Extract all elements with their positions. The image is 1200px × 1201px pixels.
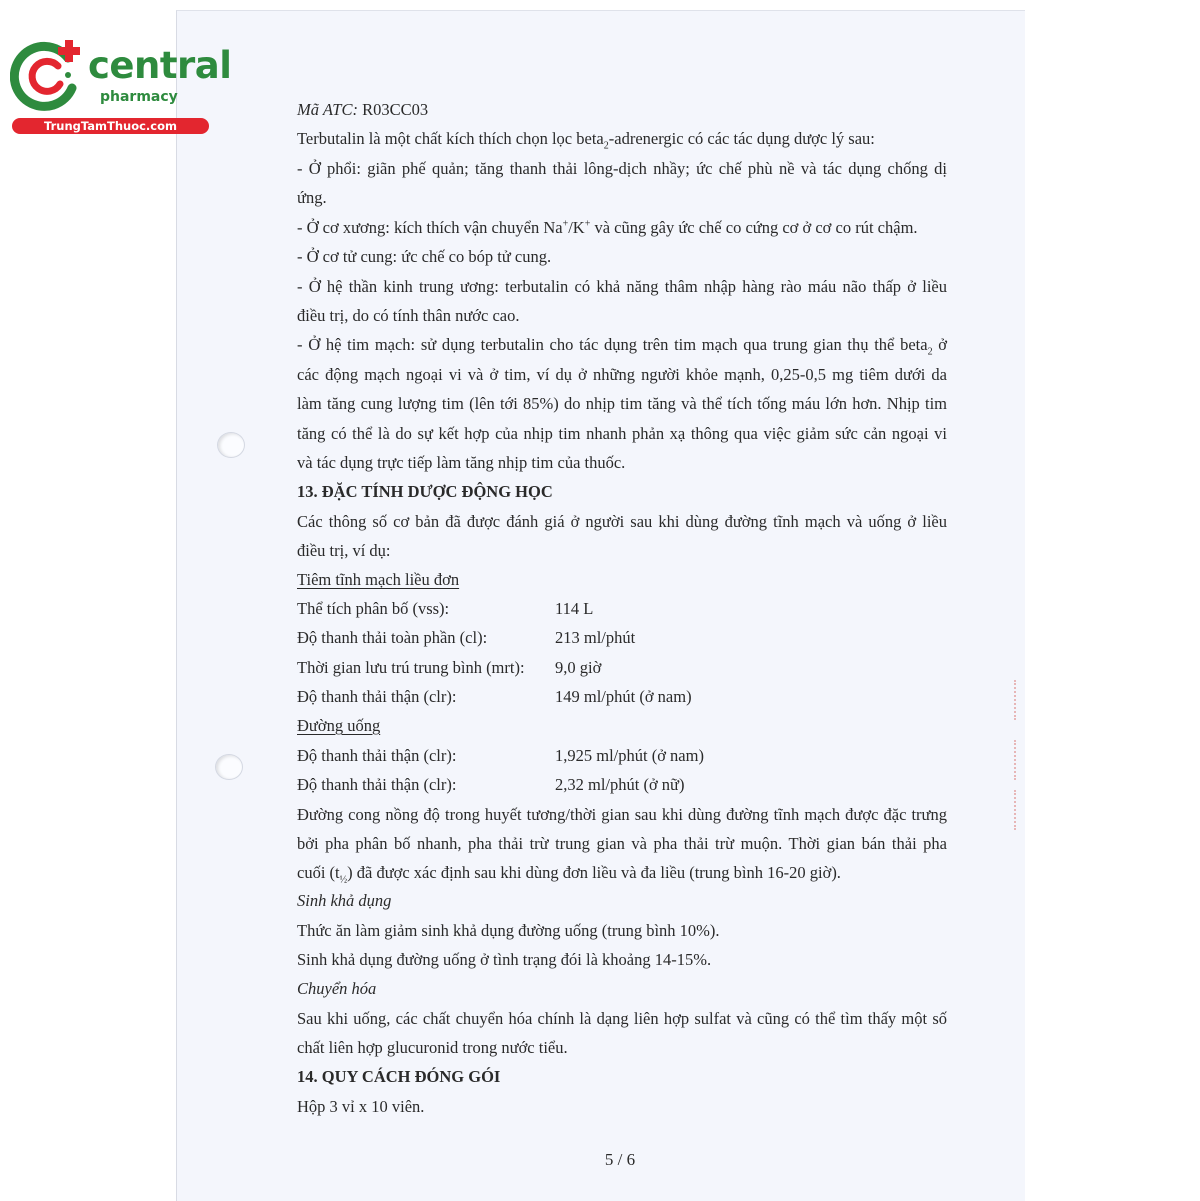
pk-row [297,594,594,623]
punch-hole [217,432,245,458]
pk-row-value: 2,32 ml/phút (ở nữ) [555,775,685,794]
atc-line [297,95,428,124]
logo-mark-icon [10,36,90,116]
cns-line-2: điều trị, do có tính thân nước cao. [297,306,520,325]
pk-row-value: 1,925 ml/phút (ở nam) [555,746,704,765]
logo-brand-text: central [88,44,232,87]
central-pharmacy-logo[interactable] [10,36,232,136]
cv-text: - Ở hệ tim mạch: sử dụng terbutalin cho tác dụng trên tim mạch qua trung gian thụ thể beta [297,335,928,354]
stamp-edge-mark [1014,680,1024,720]
curve-text: cuối (t [297,863,340,882]
curve-line-3 [297,858,841,887]
curve-text-end: ) đã được xác định sau khi dùng đơn liều và đa liều (trung bình 16-20 giờ). [347,863,841,882]
pk-row-value: 9,0 giờ [555,658,602,677]
uterus-line: - Ở cơ tử cung: ức chế co bóp tử cung. [297,247,552,266]
intro-line [297,124,875,153]
bio-line-1: Thức ăn làm giảm sinh khả dụng đường uống (trung bình 10%). [297,921,720,940]
pk-row-label: Độ thanh thải thận (clr): [297,746,457,765]
pk-row-label: Độ thanh thải thận (clr): [297,775,457,794]
atc-label: Mã ATC: [297,100,358,119]
lung-line-2: ứng. [297,188,327,207]
intro-text: Terbutalin là một chất kích thích chọn lọc beta [297,129,604,148]
pk-row-label: Độ thanh thải toàn phần (cl): [297,628,488,647]
logo-sub-text: pharmacy [100,89,178,105]
pk-row [297,653,602,682]
muscle-line [297,213,918,242]
pk-row-value: 149 ml/phút (ở nam) [555,687,692,706]
metabolism-subtitle: Chuyển hóa [297,979,377,998]
intro-subscript: 2 [603,140,609,152]
muscle-text-end: và cũng gây ức chế co cứng cơ ở cơ co rút chậm. [590,218,918,237]
pk-row [297,770,685,799]
pk-row-value: 114 L [555,599,594,618]
curve-line-1: Đường cong nồng độ trong huyết tương/thời gian sau khi dùng đường tĩnh mạch được đặc trưng [297,805,947,824]
pk-row-label: Thời gian lưu trú trung bình (mrt): [297,658,525,677]
na-superscript: + [562,218,569,230]
cv-line-2: các động mạch ngoại vi và ở tim, ví dụ ở những người khỏe mạnh, 0,25-0,5 mg tiêm dưới da [297,365,947,384]
section-14-heading: 14. QUY CÁCH ĐÓNG GÓI [297,1067,501,1086]
atc-code: R03CC03 [362,100,429,119]
section-13-heading: 13. ĐẶC TÍNH DƯỢC ĐỘNG HỌC [297,482,553,501]
punch-hole [215,754,243,780]
pk-row-value: 213 ml/phút [555,628,636,647]
half-life-subscript: ½ [339,874,348,886]
page-number: 5 / 6 [604,1150,636,1169]
oral-subtitle: Đường uống [297,716,381,735]
bio-line-2: Sinh khả dụng đường uống ở tình trạng đói là khoảng 14-15%. [297,950,712,969]
packaging-line: Hộp 3 vỉ x 10 viên. [297,1097,425,1116]
logo-url-banner[interactable]: TrungTamThuoc.com [12,118,209,134]
cv-text-end: ở [932,335,947,354]
cv-line-5: và tác dụng trực tiếp làm tăng nhịp tim của thuốc. [297,453,626,472]
pk-intro-line-1: Các thông số cơ bản đã được đánh giá ở người sau khi dùng đường tĩnh mạch và uống ở liều [297,512,947,531]
cv-line-1 [297,330,947,359]
intro-text-end: -adrenergic có các tác dụng dược lý sau: [608,129,875,148]
pk-row [297,741,704,770]
met-line-1: Sau khi uống, các chất chuyển hóa chính là dạng liên hợp sulfat và cũng có thể tìm thấy một số [297,1009,947,1028]
muscle-text: - Ở cơ xương: kích thích vận chuyển Na [297,218,563,237]
cv-line-3: làm tăng cung lượng tim (lên tới 85%) do nhịp tim tăng và thể tích tống máu lớn hơn. Nhịp tim [297,394,947,413]
beta-subscript: 2 [927,346,933,358]
bioavailability-subtitle: Sinh khả dụng [297,891,392,910]
pk-row [297,623,636,652]
lung-line-1: - Ở phổi: giãn phế quản; tăng thanh thải lông-dịch nhầy; ức chế phù nề và tác dụng chống dị [297,159,947,178]
curve-line-2: bởi pha phân bố nhanh, pha thải trừ trung gian và pha thải trừ muộn. Thời gian bán thải pha [297,834,947,853]
pk-row-label: Độ thanh thải thận (clr): [297,687,457,706]
stamp-edge-mark [1014,740,1024,780]
k-superscript: + [584,218,591,230]
stamp-edge-mark [1014,790,1024,830]
iv-subtitle: Tiêm tĩnh mạch liều đơn [297,570,460,589]
pk-intro-line-2: điều trị, ví dụ: [297,541,391,560]
muscle-text-mid: /K [568,218,585,237]
cns-line-1: - Ở hệ thần kinh trung ương: terbutalin có khả năng thâm nhập hàng rào máu não thấp ở liều [297,277,947,296]
pk-row-label: Thể tích phân bố (vss): [297,599,450,618]
cv-line-4: tăng có thể là do sự kết hợp của nhịp tim nhanh phản xạ thông qua việc giảm sức cản ngoại vi [297,424,947,443]
met-line-2: chất liên hợp glucuronid trong nước tiểu. [297,1038,568,1057]
pk-row [297,682,692,711]
